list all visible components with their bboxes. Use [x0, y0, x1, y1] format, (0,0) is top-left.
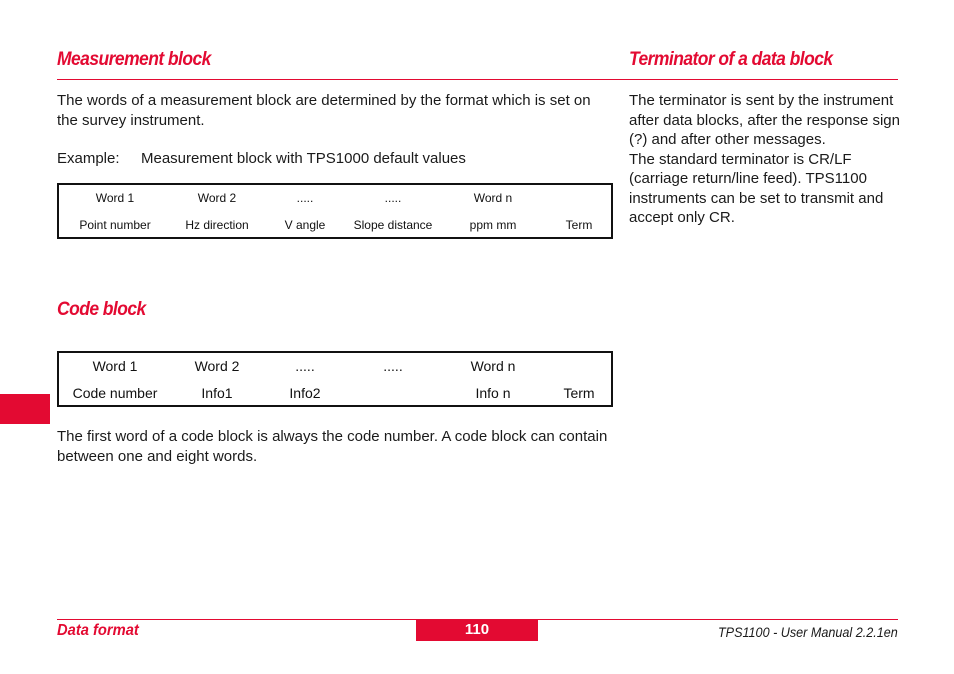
table-cell: Word 1 — [92, 358, 138, 374]
table-cell: ppm mm — [469, 218, 517, 232]
measurement-block-table — [57, 183, 613, 239]
footer-manual-title: TPS1100 - User Manual 2.2.1en — [718, 624, 898, 640]
table-cell: Word 2 — [197, 191, 237, 205]
table-cell: ..... — [383, 358, 403, 374]
chapter-tab-marker — [0, 394, 50, 424]
code-block-heading: Code block — [57, 299, 146, 320]
table-cell: Info1 — [201, 385, 233, 401]
terminator-heading: Terminator of a data block — [629, 49, 833, 70]
table-cell: Word 1 — [95, 191, 135, 205]
table-cell: ..... — [296, 191, 314, 205]
code-block-table — [57, 351, 613, 407]
code-paragraph: The first word of a code block is always the code number. A code block can contain between one and eight words. — [57, 428, 608, 465]
page-number: 110 — [416, 620, 538, 641]
example-label: Example: — [57, 150, 120, 167]
table-cell: Hz direction — [185, 218, 249, 232]
table-cell: ..... — [384, 191, 402, 205]
table-cell: Word 2 — [194, 358, 240, 374]
table-cell: Word n — [470, 358, 516, 374]
table-cell: Info n — [475, 385, 511, 401]
table-cell: Word n — [473, 191, 513, 205]
table-cell: V angle — [284, 218, 326, 232]
table-cell: Term — [563, 385, 595, 401]
example-text: Measurement block with TPS1000 default values — [141, 150, 466, 167]
terminator-paragraph: The terminator is sent by the instrument after data blocks, after the response sign (?) and after other messages. The standard terminator is CR/LF (carriage return/line feed). TPS1100 instruments can be set to transmit and accept only CR. — [629, 92, 900, 226]
table-cell: Code number — [72, 385, 158, 401]
header-rule — [57, 79, 898, 80]
table-cell: Term — [565, 218, 593, 232]
footer-section-title: Data format — [57, 622, 139, 639]
table-cell: Point number — [79, 218, 151, 232]
table-cell: Info2 — [289, 385, 321, 401]
measurement-paragraph: The words of a measurement block are determined by the format which is set on the survey instrument. — [57, 92, 591, 129]
table-cell: ..... — [295, 358, 315, 374]
table-cell: Slope distance — [353, 218, 433, 232]
measurement-block-heading: Measurement block — [57, 49, 211, 70]
